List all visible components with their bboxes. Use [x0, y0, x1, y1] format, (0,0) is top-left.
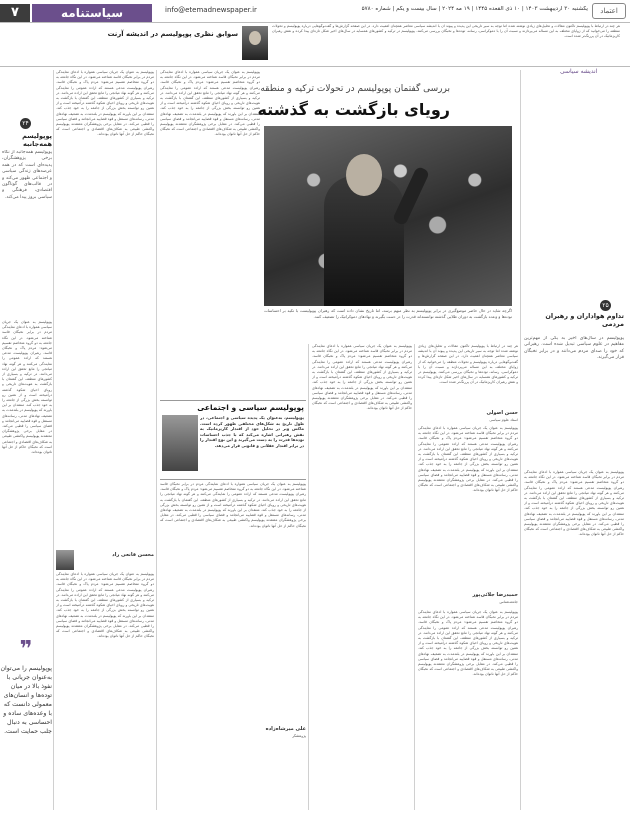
- author-byline-3: محسن قانعی راد: [112, 552, 154, 558]
- article-kicker: بررسی گفتمان پوپولیسم در تحولات ترکیه و منطقه: [260, 84, 450, 94]
- quote-box-title: پوپولیسم سیاسی و اجتماعی: [197, 403, 304, 412]
- section-tagline: اندیشه سیاسی: [560, 68, 598, 75]
- author-role-4: پژوهشگر: [292, 734, 306, 738]
- column-rule: [53, 70, 54, 810]
- photo-caption: اگرچه شاید در حال حاضر موضع‌گیری در برابر پوپولیسم به نظر مبهم برسد، اما تاریخ نشان داده است که رهبران پوپولیست با تکیه بر احساسات توده‌ها و وعده بازگشت به دوران طلایی گذشته توانسته‌اند قدرت را در دست بگیرند و نهادهای دموکراتیک را تضعیف کنند.: [264, 308, 512, 319]
- intro-text: هر چند در ارتباط با پوپولیسم تاکنون مقالات و تحلیل‌های زیادی نوشته شده اما توجه به سیر تاریخی این پدیده و پیوند آن با اندیشه سیاسی معاصر همچنان اهمیت دارد. در این صفحه گزارش‌ها و گفت‌وگوهایی درباره پوپولیسم و تحولات منطقه را می‌خوانید که از زوایای مختلف به این مساله می‌پردازند و نسبت آن را با دموکراسی، رسانه، توده‌ها و نخبگان بررسی می‌کنند. پوپولیسم در ترکیه و کشورهای همسایه در سال‌های اخیر شکل تازه‌ای پیدا کرده و نقش رهبران کاریزماتیک در آن پررنگ‌تر شده است.: [272, 24, 620, 39]
- column-box: [107, 24, 268, 64]
- newspaper-logo: اعتماد: [592, 3, 626, 19]
- email-address[interactable]: info@etemadnewspaper.ir: [165, 6, 257, 14]
- author-portrait-3: [56, 550, 74, 570]
- intro-rule: [0, 66, 630, 67]
- teaser-badge-1: ۲۵: [600, 300, 611, 311]
- quote-box: [160, 400, 306, 480]
- section-title: سیاستنامه: [32, 4, 152, 22]
- lead-paragraph: هر چند در ارتباط با پوپولیسم تاکنون مقالات و تحلیل‌های زیادی نوشته شده اما توجه به سیر تاریخی این پدیده و پیوند آن با اندیشه سیاسی معاصر همچنان اهمیت دارد. در این صفحه گزارش‌ها و گفت‌وگوهایی درباره پوپولیسم و تحولات منطقه را می‌خوانید که از زوایای مختلف به این مساله می‌پردازند و نسبت آن را با دموکراسی، رسانه، توده‌ها و نخبگان بررسی می‌کنند. پوپولیسم در ترکیه و کشورهای همسایه در سال‌های اخیر شکل تازه‌ای پیدا کرده و نقش رهبران کاریزماتیک در آن پررنگ‌تر شده است.: [418, 344, 518, 384]
- article-body-col5: پوپولیسم به عنوان یک جریان سیاسی همواره با ادعای نمایندگی مردم در برابر نخبگان فاسد شناخته می‌شود. در این نگاه جامعه به دو گروه متخاصم تقسیم می‌شود: مردم پاک و نخبگان فاسد. رهبران پوپولیست مدعی هستند که اراده عمومی را نمایندگی می‌کنند و هر گونه نهاد میانجی را مانع تحقق این اراده می‌دانند. در ترکیه و بسیاری از کشورهای منطقه، این گفتمان با بازگشت به هویت‌های تاریخی و رویای احیای شکوه گذشته درآمیخته است و از همین رو توانسته بخش بزرگی از جامعه را به خود جذب کند. منتقدان بر این باورند که پوپولیسم در بلندمدت به تضعیف نهادهای مدنی، رسانه‌های مستقل و قوه قضاییه می‌انجامد و فضای سیاسی را قطبی می‌کند. در مقابل برخی پژوهشگران معتقدند پوپولیسم واکنشی طبیعی به شکاف‌های اقتصادی و اجتماعی است که نخبگان حاکم از حل آنها ناتوان بوده‌اند.: [56, 70, 154, 137]
- article-headline: رویای بازگشت به گذشته: [257, 100, 450, 119]
- article-body-col4: پوپولیسم به عنوان یک جریان سیاسی همواره با ادعای نمایندگی مردم در برابر نخبگان فاسد شناخته می‌شود. در این نگاه جامعه به دو گروه متخاصم تقسیم می‌شود: مردم پاک و نخبگان فاسد. رهبران پوپولیست مدعی هستند که اراده عمومی را نمایندگی می‌کنند و هر گونه نهاد میانجی را مانع تحقق این اراده می‌دانند. در ترکیه و بسیاری از کشورهای منطقه، این گفتمان با بازگشت به هویت‌های تاریخی و رویای احیای شکوه گذشته درآمیخته است و از همین رو توانسته بخش بزرگی از جامعه را به خود جذب کند. منتقدان بر این باورند که پوپولیسم در بلندمدت به تضعیف نهادهای مدنی، رسانه‌های مستقل و قوه قضاییه می‌انجامد و فضای سیاسی را قطبی می‌کند. در مقابل برخی پژوهشگران معتقدند پوپولیسم واکنشی طبیعی به شکاف‌های اقتصادی و اجتماعی است که نخبگان حاکم از حل آنها ناتوان بوده‌اند.: [160, 70, 260, 137]
- quote-mark-icon: ❞: [19, 637, 33, 662]
- author-face: [249, 31, 261, 45]
- teaser-text-1: پوپولیسم در سال‌های اخیر به یکی از مهم‌ترین مفاهیم در علوم سیاسی تبدیل شده است. رهبرانی که خود را صدای مردم می‌دانند و در برابر نخبگان قرار می‌گیرند.: [524, 336, 624, 361]
- hero-photo: [264, 126, 512, 306]
- column-rule: [520, 70, 521, 810]
- article-body-col3: پوپولیسم به عنوان یک جریان سیاسی همواره با ادعای نمایندگی مردم در برابر نخبگان فاسد شناخته می‌شود. در این نگاه جامعه به دو گروه متخاصم تقسیم می‌شود: مردم پاک و نخبگان فاسد. رهبران پوپولیست مدعی هستند که اراده عمومی را نمایندگی می‌کنند و هر گونه نهاد میانجی را مانع تحقق این اراده می‌دانند. در ترکیه و بسیاری از کشورهای منطقه، این گفتمان با بازگشت به هویت‌های تاریخی و رویای احیای شکوه گذشته درآمیخته است و از همین رو توانسته بخش بزرگی از جامعه را به خود جذب کند. منتقدان بر این باورند که پوپولیسم در بلندمدت به تضعیف نهادهای مدنی، رسانه‌های مستقل و قوه قضاییه می‌انجامد و فضای سیاسی را قطبی می‌کند. در مقابل برخی پژوهشگران معتقدند پوپولیسم واکنشی طبیعی به شکاف‌های اقتصادی و اجتماعی است که نخبگان حاکم از حل آنها ناتوان بوده‌اند.: [312, 344, 412, 411]
- quote-box-text: پوپولیسم، به‌عنوان یک پدیده سیاسی و اجتماعی، در طول تاریخ به شکل‌های مختلفی ظهور کرده است. ماکس وبر در تحلیل خود از اقتدار کاریزماتیک به نقش رهبرانی اشاره می‌کند که با جذب احساسات توده‌ها قدرت را به دست می‌گیرند و این نوع اقتدار را در برابر اقتدار عقلانی و قانونی قرار می‌دهد.: [200, 415, 304, 448]
- article-body-col4b: پوپولیسم به عنوان یک جریان سیاسی همواره با ادعای نمایندگی مردم در برابر نخبگان فاسد شناخته می‌شود. در این نگاه جامعه به دو گروه متخاصم تقسیم می‌شود: مردم پاک و نخبگان فاسد. رهبران پوپولیست مدعی هستند که اراده عمومی را نمایندگی می‌کنند و هر گونه نهاد میانجی را مانع تحقق این اراده می‌دانند. در ترکیه و بسیاری از کشورهای منطقه، این گفتمان با بازگشت به هویت‌های تاریخی و رویای احیای شکوه گذشته درآمیخته است و از همین رو توانسته بخش بزرگی از جامعه را به خود جذب کند. منتقدان بر این باورند که پوپولیسم در بلندمدت به تضعیف نهادهای مدنی، رسانه‌های مستقل و قوه قضاییه می‌انجامد و فضای سیاسی را قطبی می‌کند. در مقابل برخی پژوهشگران معتقدند پوپولیسم واکنشی طبیعی به شکاف‌های اقتصادی و اجتماعی است که نخبگان حاکم از حل آنها ناتوان بوده‌اند.: [160, 482, 306, 528]
- author-byline-1: حسن اصولی: [486, 410, 518, 416]
- column-rule: [308, 344, 309, 810]
- page-number: ۷: [0, 4, 30, 22]
- teaser-text-2: پوپولیسم همه‌جانبه از نگاه برخی پژوهشگران، پدیده‌ای است که در همه عرصه‌های زندگی سیاسی و اجتماعی ظهور می‌کند و در قالب‌های گوناگون اقتصادی، فرهنگی و سیاسی بروز پیدا می‌کند.: [2, 150, 52, 200]
- teaser-badge-2: ۲۴: [20, 118, 31, 129]
- hero-figure-head: [346, 154, 382, 196]
- author-role-1: استاد علوم سیاسی: [489, 418, 518, 422]
- dateline: یکشنبه ۳۰ اردیبهشت ۱۴۰۳ | ۱۰ ذی القعده ۱۴۴۵ | ۱۹ مه ۲۰۲۴ | سال بیست و یکم | شماره ۵۷۸۰: [361, 6, 588, 12]
- header-rule: [0, 22, 630, 23]
- author-byline-2: حمیدرضا جلائی‌پور: [472, 592, 518, 598]
- pull-quote: [0, 637, 52, 810]
- column-box-title: سوابق نظری پوپولیسم در اندیشه آرنت: [107, 30, 238, 38]
- author-role-2: جامعه‌شناس: [499, 600, 518, 604]
- teaser-title-1[interactable]: تداوم هواداران و رهبران مردمی: [545, 312, 624, 328]
- weber-portrait: [162, 415, 198, 471]
- column-rule: [156, 70, 157, 810]
- right-column-body: پوپولیسم به عنوان یک جریان سیاسی همواره با ادعای نمایندگی مردم در برابر نخبگان فاسد شناخته می‌شود. در این نگاه جامعه به دو گروه متخاصم تقسیم می‌شود: مردم پاک و نخبگان فاسد. رهبران پوپولیست مدعی هستند که اراده عمومی را نمایندگی می‌کنند و هر گونه نهاد میانجی را مانع تحقق این اراده می‌دانند. در ترکیه و بسیاری از کشورهای منطقه، این گفتمان با بازگشت به هویت‌های تاریخی و رویای احیای شکوه گذشته درآمیخته است و از همین رو توانسته بخش بزرگی از جامعه را به خود جذب کند. منتقدان بر این باورند که پوپولیسم در بلندمدت به تضعیف نهادهای مدنی، رسانه‌های مستقل و قوه قضاییه می‌انجامد و فضای سیاسی را قطبی می‌کند. در مقابل برخی پژوهشگران معتقدند پوپولیسم واکنشی طبیعی به شکاف‌های اقتصادی و اجتماعی است که نخبگان حاکم از حل آنها ناتوان بوده‌اند.: [524, 470, 624, 537]
- column-rule: [414, 344, 415, 810]
- pull-quote-text: پوپولیسم را می‌توان به‌عنوان جریانی با نفوذ بالا در میان توده‌ها و انسان‌های معمولی دانست که با وعده‌های ساده و احساسی به دنبال جلب حمایت است.: [0, 665, 52, 735]
- article-body-col5b: پوپولیسم به عنوان یک جریان سیاسی همواره با ادعای نمایندگی مردم در برابر نخبگان فاسد شناخته می‌شود. در این نگاه جامعه به دو گروه متخاصم تقسیم می‌شود: مردم پاک و نخبگان فاسد. رهبران پوپولیست مدعی هستند که اراده عمومی را نمایندگی می‌کنند و هر گونه نهاد میانجی را مانع تحقق این اراده می‌دانند. در ترکیه و بسیاری از کشورهای منطقه، این گفتمان با بازگشت به هویت‌های تاریخی و رویای احیای شکوه گذشته درآمیخته است و از همین رو توانسته بخش بزرگی از جامعه را به خود جذب کند. منتقدان بر این باورند که پوپولیسم در بلندمدت به تضعیف نهادهای مدنی، رسانه‌های مستقل و قوه قضاییه می‌انجامد و فضای سیاسی را قطبی می‌کند. در مقابل برخی پژوهشگران معتقدند پوپولیسم واکنشی طبیعی به شکاف‌های اقتصادی و اجتماعی است که نخبگان حاکم از حل آنها ناتوان بوده‌اند.: [56, 572, 154, 639]
- author-byline-4: علی میرشاه‌زاده: [265, 726, 306, 732]
- teaser-title-2[interactable]: پوپولیسم همه‌جانبه: [22, 132, 52, 148]
- left-column-body: پوپولیسم به عنوان یک جریان سیاسی همواره با ادعای نمایندگی مردم در برابر نخبگان فاسد شناخته می‌شود. در این نگاه جامعه به دو گروه متخاصم تقسیم می‌شود: مردم پاک و نخبگان فاسد. رهبران پوپولیست مدعی هستند که اراده عمومی را نمایندگی می‌کنند و هر گونه نهاد میانجی را مانع تحقق این اراده می‌دانند. در ترکیه و بسیاری از کشورهای منطقه، این گفتمان با بازگشت به هویت‌های تاریخی و رویای احیای شکوه گذشته درآمیخته است و از همین رو توانسته بخش بزرگی از جامعه را به خود جذب کند. منتقدان بر این باورند که پوپولیسم در بلندمدت به تضعیف نهادهای مدنی، رسانه‌های مستقل و قوه قضاییه می‌انجامد و فضای سیاسی را قطبی می‌کند. در مقابل برخی پژوهشگران معتقدند پوپولیسم واکنشی طبیعی به شکاف‌های اقتصادی و اجتماعی است که نخبگان حاکم از حل آنها ناتوان بوده‌اند.: [2, 320, 52, 455]
- article-body-col2a: پوپولیسم به عنوان یک جریان سیاسی همواره با ادعای نمایندگی مردم در برابر نخبگان فاسد شناخته می‌شود. در این نگاه جامعه به دو گروه متخاصم تقسیم می‌شود: مردم پاک و نخبگان فاسد. رهبران پوپولیست مدعی هستند که اراده عمومی را نمایندگی می‌کنند و هر گونه نهاد میانجی را مانع تحقق این اراده می‌دانند. در ترکیه و بسیاری از کشورهای منطقه، این گفتمان با بازگشت به هویت‌های تاریخی و رویای احیای شکوه گذشته درآمیخته است و از همین رو توانسته بخش بزرگی از جامعه را به خود جذب کند. منتقدان بر این باورند که پوپولیسم در بلندمدت به تضعیف نهادهای مدنی، رسانه‌های مستقل و قوه قضاییه می‌انجامد و فضای سیاسی را قطبی می‌کند. در مقابل برخی پژوهشگران معتقدند پوپولیسم واکنشی طبیعی به شکاف‌های اقتصادی و اجتماعی است که نخبگان حاکم از حل آنها ناتوان بوده‌اند.: [418, 426, 518, 493]
- article-body-col2b: پوپولیسم به عنوان یک جریان سیاسی همواره با ادعای نمایندگی مردم در برابر نخبگان فاسد شناخته می‌شود. در این نگاه جامعه به دو گروه متخاصم تقسیم می‌شود: مردم پاک و نخبگان فاسد. رهبران پوپولیست مدعی هستند که اراده عمومی را نمایندگی می‌کنند و هر گونه نهاد میانجی را مانع تحقق این اراده می‌دانند. در ترکیه و بسیاری از کشورهای منطقه، این گفتمان با بازگشت به هویت‌های تاریخی و رویای احیای شکوه گذشته درآمیخته است و از همین رو توانسته بخش بزرگی از جامعه را به خود جذب کند. منتقدان بر این باورند که پوپولیسم در بلندمدت به تضعیف نهادهای مدنی، رسانه‌های مستقل و قوه قضاییه می‌انجامد و فضای سیاسی را قطبی می‌کند. در مقابل برخی پژوهشگران معتقدند پوپولیسم واکنشی طبیعی به شکاف‌های اقتصادی و اجتماعی است که نخبگان حاکم از حل آنها ناتوان بوده‌اند.: [418, 610, 518, 677]
